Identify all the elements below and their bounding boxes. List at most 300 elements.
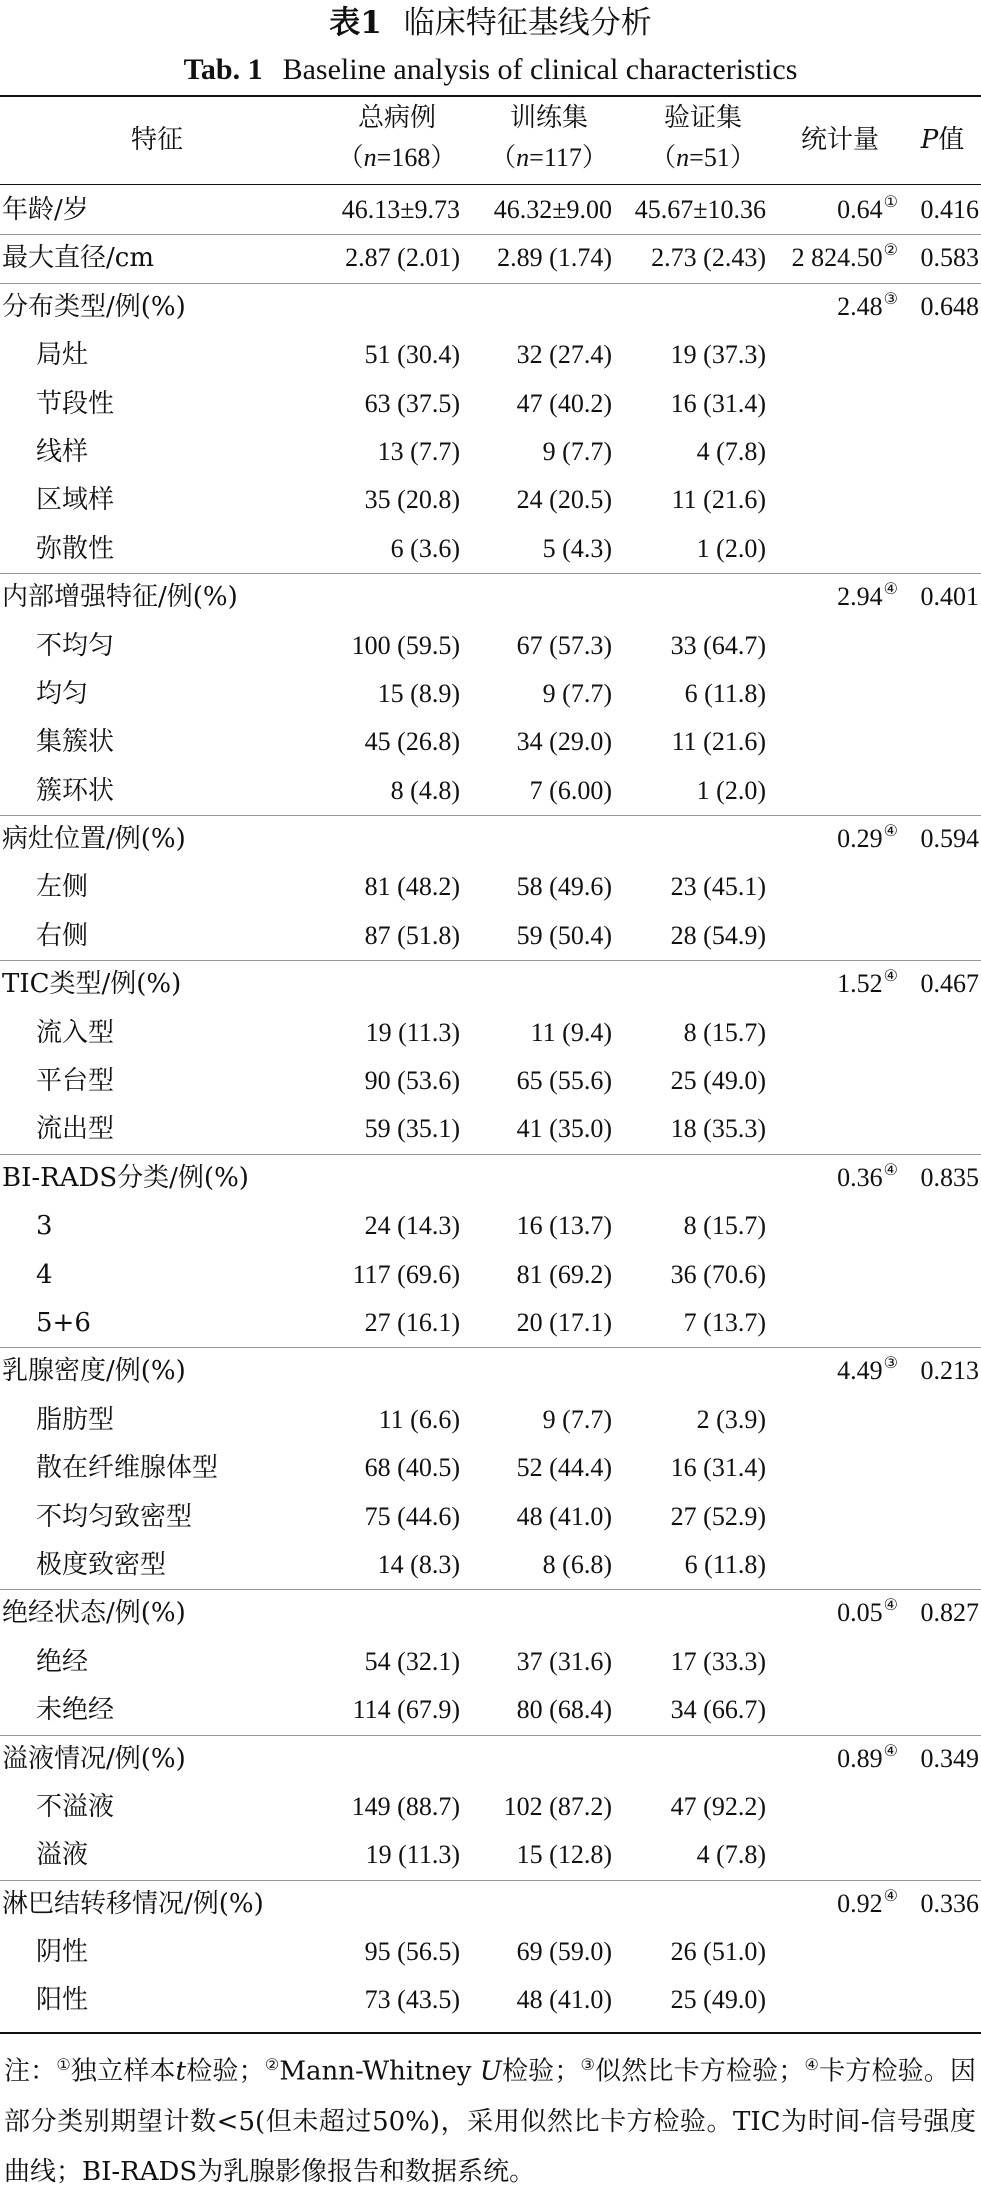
cell-valid: 4 (7.8) [696,436,766,466]
cell-valid [616,960,766,1008]
cell-train: 9 (7.7) [542,678,612,708]
table-group-row [0,283,981,331]
cell-total: 27 (16.1) [364,1307,460,1337]
note-mark-1: ① [56,2055,71,2074]
cell-total [310,283,460,331]
cell-stat [770,525,898,573]
cell-stat [770,283,898,331]
cell-valid: 26 (51.0) [670,1937,766,1967]
cell-p-value: 0.401 [920,582,979,612]
cell-feature: 溢液情况/例(%) [2,1743,186,1774]
stat-test-mark: ④ [883,968,898,986]
cell-valid: 8 (15.7) [683,1017,766,1047]
stat-test-mark: ② [883,242,898,260]
cell-stat [770,1831,898,1879]
cell-valid: 4 (7.8) [696,1840,766,1870]
cell-valid [616,1154,766,1202]
table-row [0,1396,981,1444]
note-text-1b: t [175,2056,187,2087]
cell-train: 67 (57.3) [516,630,612,660]
table-footnote [4,2040,976,2197]
cell-stat [770,186,898,234]
cell-train: 11 (9.4) [530,1017,612,1047]
cell-p-value [904,1057,979,1105]
cell-feature: 不均匀致密型 [36,1501,193,1532]
stat-value: 2.48 [837,291,883,321]
cell-total [310,1880,460,1928]
table-caption-en [0,48,981,92]
cell-feature: BI-RADS分类/例(%) [2,1162,249,1193]
table-group-row [0,234,981,282]
cell-valid: 25 (49.0) [670,1985,766,2015]
cell-feature: 溢液 [36,1840,89,1871]
cell-p-value: 0.349 [920,1743,979,1773]
cell-valid: 7 (13.7) [683,1307,766,1337]
cell-train: 58 (49.6) [516,872,612,902]
cell-valid: 18 (35.3) [670,1114,766,1144]
table-row [0,1541,981,1589]
cell-total: 14 (8.3) [377,1549,460,1579]
cell-total: 117 (69.6) [352,1259,460,1289]
cell-p-value [904,1831,979,1879]
cell-valid: 17 (33.3) [670,1646,766,1676]
cell-total: 63 (37.5) [364,388,460,418]
cell-valid [616,1880,766,1928]
cell-total: 51 (30.4) [364,340,460,370]
cell-valid: 33 (64.7) [670,630,766,660]
table-row [0,670,981,718]
cell-stat [770,815,898,863]
stat-test-mark: ④ [883,1887,898,1905]
table-row [0,863,981,911]
cell-feature: 绝经 [36,1646,89,1677]
cell-valid: 23 (45.1) [670,872,766,902]
cell-stat [770,380,898,428]
cell-train: 16 (13.7) [516,1211,612,1241]
cell-valid [616,1347,766,1395]
cell-stat [770,1928,898,1976]
table-group-row [0,960,981,1008]
table-row [0,1493,981,1541]
cell-p-value [904,1928,979,1976]
cell-stat [770,1493,898,1541]
cell-p-value [904,1009,979,1057]
cell-valid: 8 (15.7) [683,1211,766,1241]
cell-p-value: 0.213 [920,1356,979,1386]
bottom-rule [0,2032,981,2034]
note-text-3: 似然比卡方检验； [595,2056,805,2087]
cell-train [462,1154,612,1202]
cell-valid [616,1735,766,1783]
cell-valid: 11 (21.6) [671,727,766,757]
table-row [0,1009,981,1057]
stat-value: 1.52 [837,969,883,999]
cell-feature: 年龄/岁 [2,195,89,225]
table-row [0,1686,981,1734]
cell-feature: 病灶位置/例(%) [2,824,186,855]
cell-feature: TIC类型/例(%) [2,969,182,1000]
cell-feature: 阴性 [36,1937,89,1968]
cell-p-value: 0.467 [920,969,979,999]
cell-stat [770,718,898,766]
cell-feature: 均匀 [36,678,89,709]
cell-stat [770,1976,898,2024]
stat-value: 0.36 [837,1162,883,1192]
table-row [0,718,981,766]
cell-stat [770,863,898,911]
cell-p-value [904,1251,979,1299]
table-body [0,186,981,2025]
table-group-row [0,815,981,863]
cell-stat [770,1444,898,1492]
cell-train: 32 (27.4) [516,340,612,370]
header-train-label: 训练集 [509,103,588,133]
cell-total: 100 (59.5) [351,630,460,660]
cell-total: 46.13±9.73 [341,195,460,224]
table-row [0,1638,981,1686]
cell-train: 65 (55.6) [516,1066,612,1096]
cell-train [462,1347,612,1395]
cell-valid: 27 (52.9) [670,1501,766,1531]
cell-stat [770,573,898,621]
table-row [0,767,981,815]
cell-feature: 左侧 [36,872,89,903]
note-text-2b: U [479,2056,502,2087]
table-row [0,380,981,428]
cell-p-value [904,1493,979,1541]
cell-stat [770,1105,898,1153]
cell-stat [770,912,898,960]
cell-train: 9 (7.7) [542,436,612,466]
cell-stat [770,1057,898,1105]
note-text-2a: Mann-Whitney [279,2056,480,2087]
cell-valid: 1 (2.0) [696,533,766,563]
cell-valid [616,1589,766,1637]
cell-valid [616,573,766,621]
cell-valid: 1 (2.0) [696,775,766,805]
cell-train: 8 (6.8) [542,1549,612,1579]
stat-test-mark: ① [883,194,898,211]
cell-feature: 淋巴结转移情况/例(%) [2,1888,264,1919]
table-row [0,331,981,379]
cell-total [310,815,460,863]
stat-test-mark: ③ [883,290,898,308]
table-group-row [0,1735,981,1783]
table-row [0,1057,981,1105]
cell-p-value [904,331,979,379]
cell-p-value [904,670,979,718]
header-train [474,98,624,182]
cell-p-value [904,767,979,815]
table-group-row [0,1154,981,1202]
header-valid-label: 验证集 [663,103,742,133]
cell-valid: 2.73 (2.43) [651,243,766,273]
cell-feature: 3 [36,1211,53,1242]
cell-total: 19 (11.3) [365,1840,460,1870]
cell-train: 34 (29.0) [516,727,612,757]
cell-p-value [904,863,979,911]
header-stat: 统计量 [800,125,879,155]
cell-p-value [904,525,979,573]
cell-stat [770,1541,898,1589]
cell-stat [770,331,898,379]
cell-feature: 不溢液 [36,1791,115,1822]
cell-total: 13 (7.7) [377,436,460,466]
cell-p-value [904,1976,979,2024]
cell-stat [770,1638,898,1686]
header-total [322,98,472,182]
cell-train [462,960,612,1008]
table-row [0,1299,981,1347]
cell-feature: 区域样 [36,485,115,516]
table-group-row [0,1589,981,1637]
note-mark-2: ② [264,2055,280,2074]
cell-valid: 16 (31.4) [670,1453,766,1483]
cell-train: 5 (4.3) [542,533,612,563]
stat-test-mark: ④ [883,1161,898,1179]
cell-total: 149 (88.7) [351,1791,460,1821]
cell-total: 87 (51.8) [364,920,460,950]
cell-stat [770,622,898,670]
cell-feature: 阳性 [36,1985,89,2016]
cell-feature: 集簇状 [36,727,115,758]
cell-valid: 2 (3.9) [696,1404,766,1434]
cell-train: 7 (6.00) [529,775,612,805]
cell-p-value: 0.594 [920,824,979,854]
cell-total: 45 (26.8) [364,727,460,757]
table-label-en: Tab. 1 [183,53,263,86]
stat-test-mark: ④ [883,823,898,841]
cell-stat [770,1347,898,1395]
cell-p-value [904,1541,979,1589]
header-total-label: 总病例 [357,103,436,133]
stat-value: 0.89 [837,1743,883,1773]
cell-total: 95 (56.5) [364,1937,460,1967]
cell-p-value [904,1202,979,1250]
cell-feature: 未绝经 [36,1695,115,1726]
header-total-n: （n=168） [337,143,457,172]
table-group-row [0,186,981,234]
table-group-row [0,1347,981,1395]
stat-value: 0.05 [837,1598,883,1628]
table-header [0,98,981,182]
table-row [0,428,981,476]
cell-total: 81 (48.2) [364,872,460,902]
cell-p-value [904,622,979,670]
cell-feature: 最大直径/cm [2,243,154,274]
cell-total: 11 (6.6) [378,1404,460,1434]
cell-train: 41 (35.0) [516,1114,612,1144]
cell-feature: 乳腺密度/例(%) [2,1356,186,1387]
cell-feature: 4 [36,1259,53,1290]
cell-total [310,1735,460,1783]
cell-stat [770,234,898,282]
cell-feature: 节段性 [36,388,115,419]
cell-p-value: 0.835 [920,1162,979,1192]
cell-p-value [904,476,979,524]
header-train-n: （n=117） [490,143,608,172]
cell-total: 8 (4.8) [390,775,460,805]
cell-stat [770,1589,898,1637]
table-row [0,525,981,573]
cell-stat [770,1299,898,1347]
header-valid [628,98,778,182]
table-row [0,912,981,960]
note-mark-4: ④ [804,2055,820,2074]
cell-train: 20 (17.1) [516,1307,612,1337]
cell-valid [616,283,766,331]
cell-train [462,1589,612,1637]
cell-train: 69 (59.0) [516,1937,612,1967]
cell-stat [770,476,898,524]
cell-valid: 28 (54.9) [670,920,766,950]
cell-stat [770,1880,898,1928]
table-row [0,1202,981,1250]
cell-feature: 线样 [36,436,89,467]
cell-stat [770,1202,898,1250]
cell-train [462,1735,612,1783]
cell-feature: 极度致密型 [36,1549,167,1580]
cell-total: 90 (53.6) [364,1066,460,1096]
stat-test-mark: ④ [883,581,898,599]
note-text-1c: 检验； [186,2056,265,2087]
cell-stat [770,1783,898,1831]
cell-valid: 6 (11.8) [684,1549,766,1579]
cell-stat [770,1009,898,1057]
cell-stat [770,767,898,815]
table-group-row [0,573,981,621]
cell-train: 15 (12.8) [516,1840,612,1870]
header-valid-n: （n=51） [650,143,756,172]
cell-train: 46.32±9.00 [493,195,612,224]
header-feature: 特征 [130,125,183,155]
cell-train: 47 (40.2) [516,388,612,418]
note-text-1a: 独立样本 [70,2056,176,2087]
table-row [0,1831,981,1879]
cell-total: 15 (8.9) [377,678,460,708]
cell-valid: 36 (70.6) [670,1259,766,1289]
cell-total: 19 (11.3) [365,1017,460,1047]
cell-feature: 绝经状态/例(%) [2,1598,186,1629]
cell-train [462,815,612,863]
note-text-4: 卡方检验。因部分类别期望计数<5(但未超过50%)，采用似然比卡方检验。TIC为时间-信号强度曲线；BI-RADS为乳腺影像报告和数据系统。 [4,2056,976,2187]
cell-total [310,1154,460,1202]
cell-total [310,960,460,1008]
cell-p-value: 0.583 [920,243,979,273]
cell-stat [770,1735,898,1783]
cell-stat [770,960,898,1008]
cell-p-value [904,380,979,428]
cell-total: 24 (14.3) [364,1211,460,1241]
note-prefix: 注： [4,2056,57,2087]
cell-feature: 散在纤维腺体型 [36,1453,219,1484]
cell-feature: 内部增强特征/例(%) [2,582,238,613]
table-group-row [0,1880,981,1928]
stat-value: 0.64 [837,195,883,224]
cell-stat [770,670,898,718]
cell-stat [770,1154,898,1202]
cell-train: 48 (41.0) [516,1501,612,1531]
cell-train: 48 (41.0) [516,1985,612,2015]
cell-p-value [904,718,979,766]
cell-p-value [904,1444,979,1492]
stat-value: 0.92 [837,1888,883,1918]
cell-feature: 不均匀 [36,630,115,661]
table-row [0,1976,981,2024]
stat-value: 2 824.50 [791,243,883,273]
stat-value: 0.29 [837,824,883,854]
cell-p-value [904,1686,979,1734]
table-row [0,622,981,670]
cell-valid: 11 (21.6) [671,485,766,515]
cell-train: 2.89 (1.74) [497,243,612,273]
table-title-cn: 临床特征基线分析 [403,5,652,41]
table-row [0,1251,981,1299]
cell-p-value [904,1299,979,1347]
cell-stat [770,1251,898,1299]
header-p: P值 [920,125,965,155]
header-rule [0,184,981,185]
cell-total: 6 (3.6) [390,533,460,563]
cell-train [462,1880,612,1928]
cell-train: 80 (68.4) [516,1695,612,1725]
cell-train: 52 (44.4) [516,1453,612,1483]
table-caption-cn [0,2,981,44]
cell-valid: 34 (66.7) [670,1695,766,1725]
cell-total: 68 (40.5) [364,1453,460,1483]
cell-train: 102 (87.2) [503,1791,612,1821]
cell-stat [770,1396,898,1444]
cell-total: 75 (44.6) [364,1501,460,1531]
cell-stat [770,428,898,476]
cell-feature: 脂肪型 [36,1404,115,1435]
cell-train [462,573,612,621]
cell-stat [770,1686,898,1734]
cell-total: 35 (20.8) [364,485,460,515]
cell-feature: 弥散性 [36,533,115,564]
cell-train: 9 (7.7) [542,1404,612,1434]
cell-feature: 局灶 [36,340,89,371]
cell-valid: 19 (37.3) [670,340,766,370]
cell-total [310,1589,460,1637]
cell-total: 73 (43.5) [364,1985,460,2015]
cell-feature: 5+6 [36,1307,91,1338]
stat-value: 2.94 [837,582,883,612]
cell-total: 114 (67.9) [352,1695,460,1725]
cell-train: 37 (31.6) [516,1646,612,1676]
table-row [0,1105,981,1153]
cell-valid: 45.67±10.36 [634,195,766,224]
table-label-cn: 表1 [329,5,382,41]
cell-p-value [904,912,979,960]
table-row [0,476,981,524]
cell-total [310,1347,460,1395]
cell-feature: 流入型 [36,1017,115,1048]
cell-p-value [904,1396,979,1444]
note-text-2c: 检验； [501,2056,581,2087]
cell-feature: 流出型 [36,1114,115,1145]
table-row [0,1928,981,1976]
cell-p-value [904,428,979,476]
table-row [0,1783,981,1831]
cell-feature: 平台型 [36,1066,115,1097]
table-row [0,1444,981,1492]
top-rule [0,95,981,97]
stat-test-mark: ④ [883,1597,898,1615]
table-title-en: Baseline analysis of clinical characteristics [282,53,798,86]
cell-train [462,283,612,331]
cell-train: 81 (69.2) [516,1259,612,1289]
